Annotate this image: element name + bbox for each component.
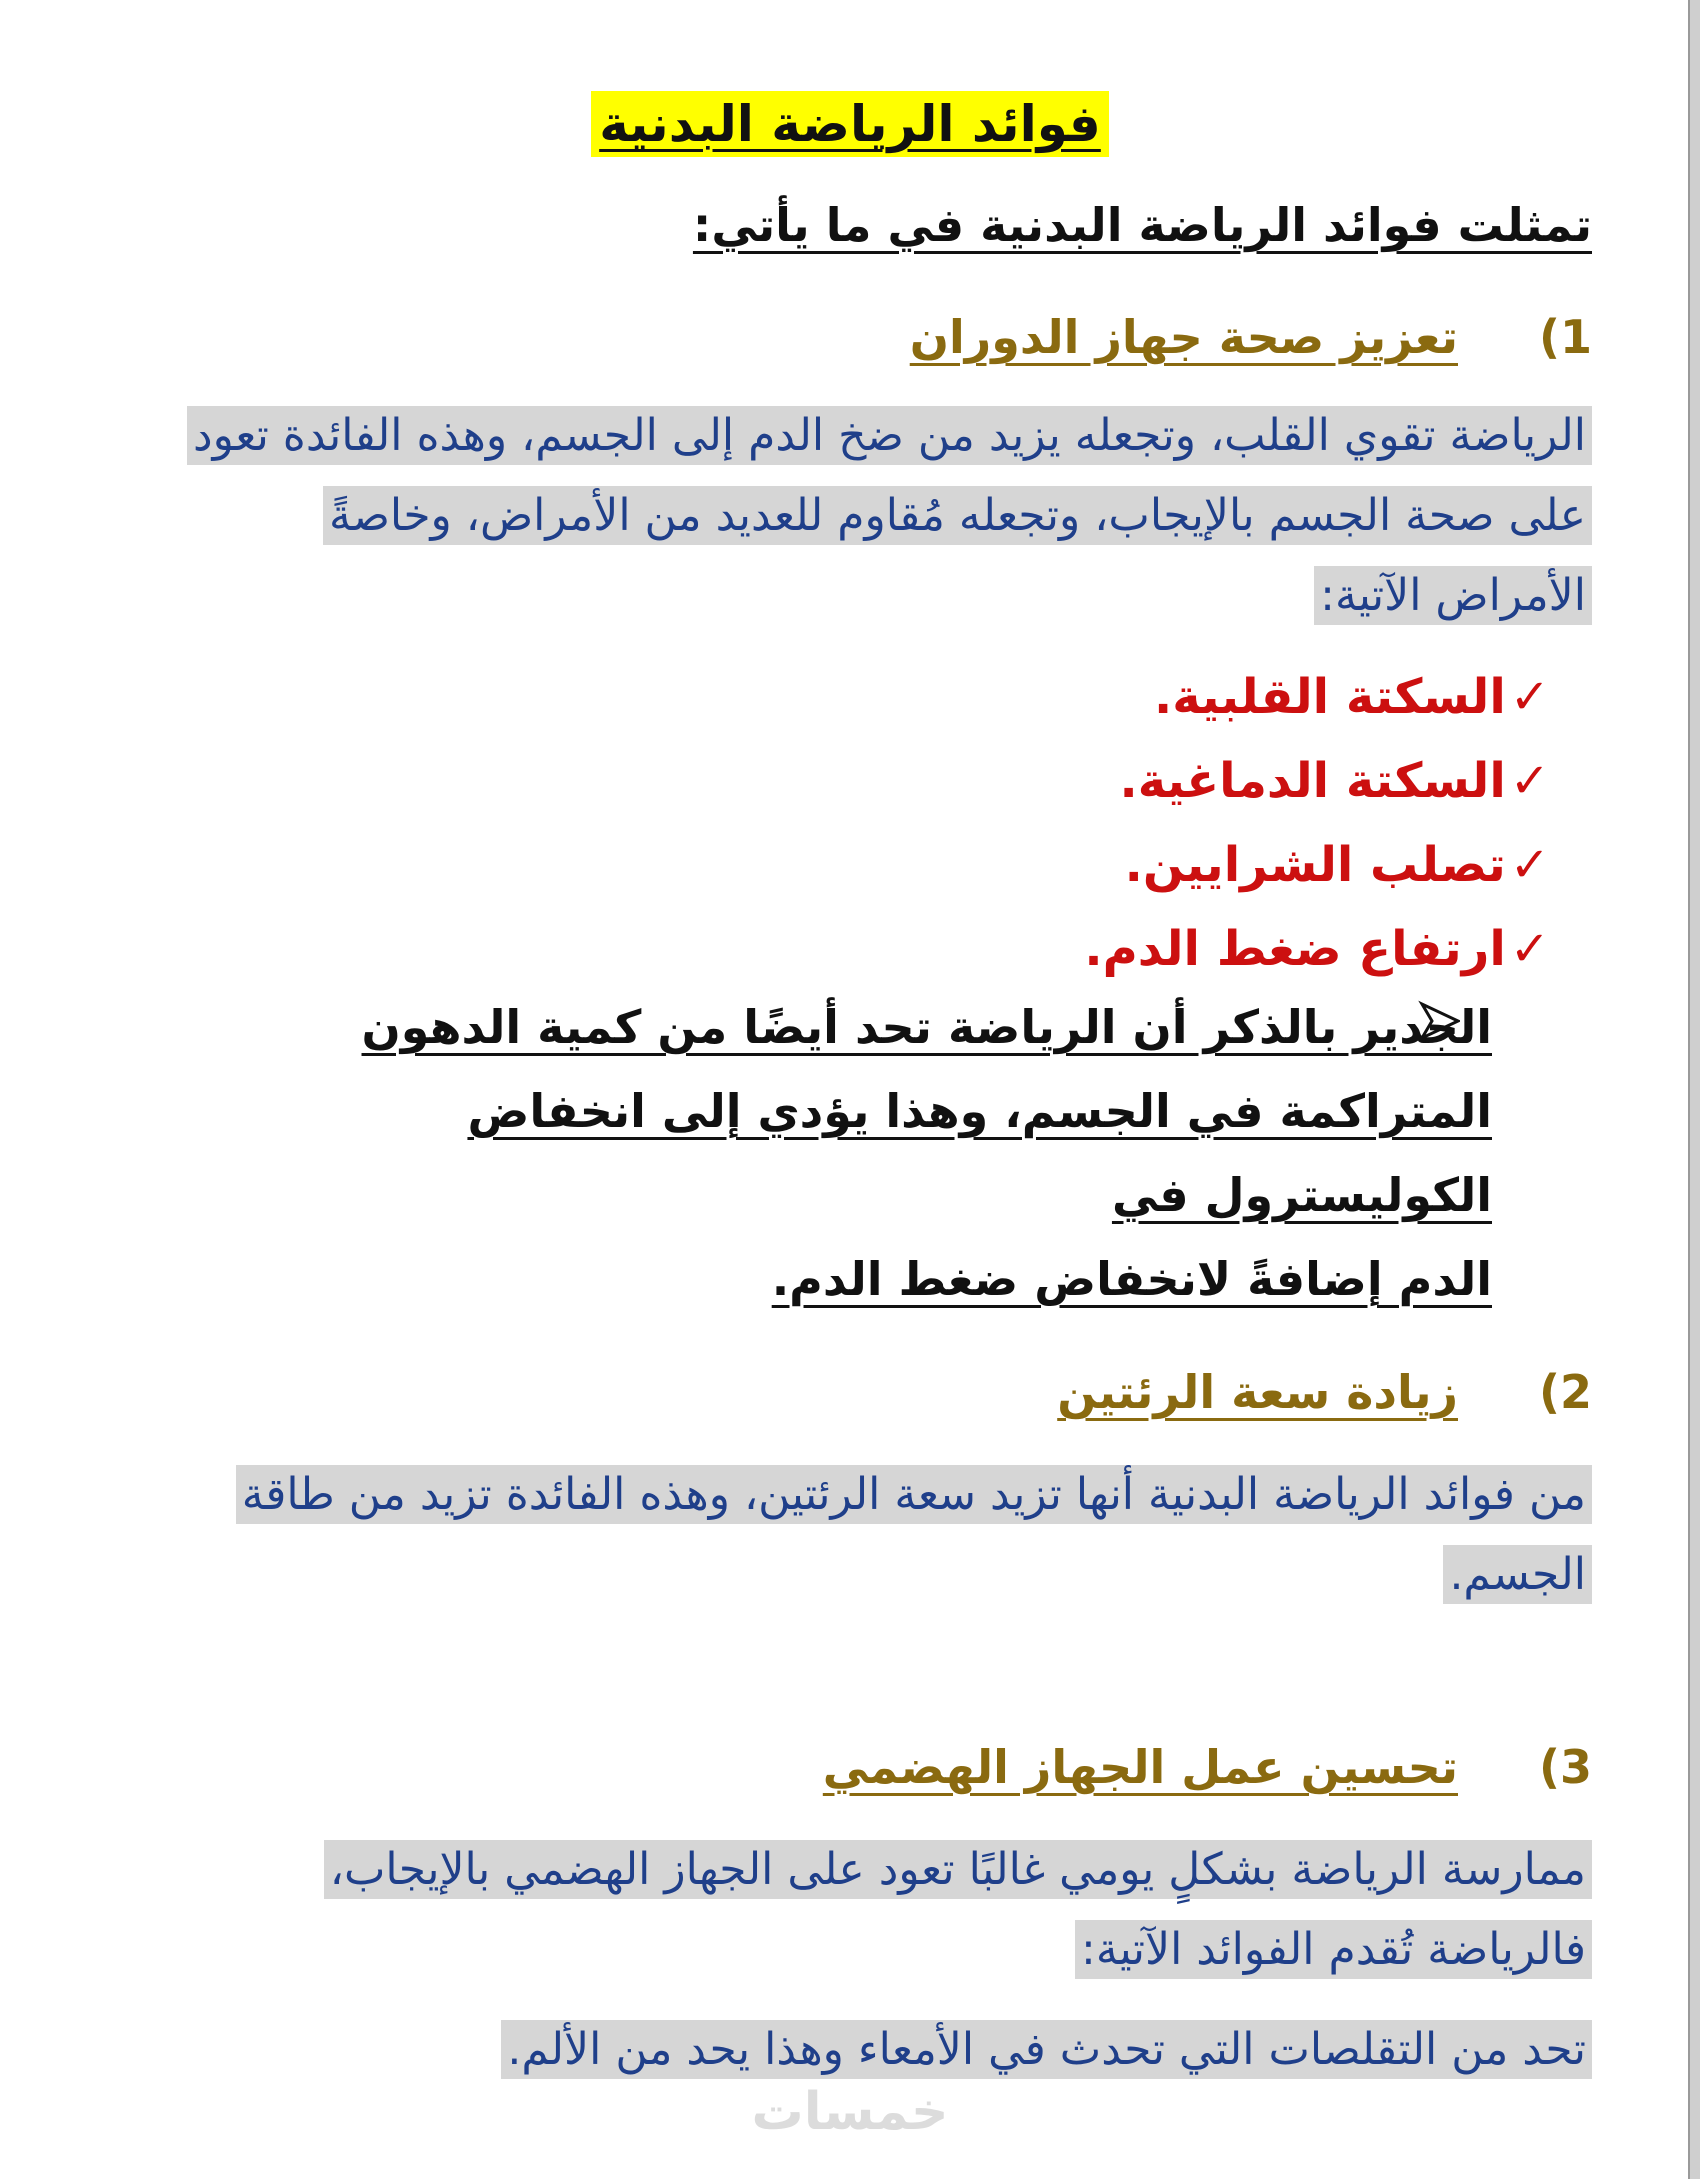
section-1-line-1: الرياضة تقوي القلب، وتجعله يزيد من ضخ الدم إلى الجسم، وهذه الفائدة تعود [187,406,1592,465]
section-3-title: تحسين عمل الجهاز الهضمي [822,1740,1458,1794]
document-title [0,95,1700,153]
intro-line: تمثلت فوائد الرياضة البدنية في ما يأتي: [692,198,1592,252]
section-1-note [342,985,1492,1321]
section-1-heading [910,310,1592,364]
section-1-number: 1) [1538,310,1592,364]
section-2-title: زيادة سعة الرئتين [1057,1365,1458,1419]
section-3-heading [823,1740,1592,1794]
check-icon: ✓ [1509,921,1550,977]
section-3-line-2: فالرياضة تُقدم الفوائد الآتية: [1075,1920,1592,1979]
section-2-line-1: من فوائد الرياضة البدنية أنها تزيد سعة الرئتين، وهذه الفائدة تزيد من طاقة [236,1465,1592,1524]
check-icon: ✓ [1509,753,1550,809]
check-icon: ✓ [1509,837,1550,893]
section-1-line-2: على صحة الجسم بالإيجاب، وتجعله مُقاوم للعديد من الأمراض، وخاصةً [323,486,1592,545]
check-icon: ✓ [1509,669,1550,725]
checklist-item: ✓السكتة القلبية. [1153,669,1550,725]
section-3-extra-line [142,2010,1592,2090]
checklist-item: ✓ارتفاع ضغط الدم. [1084,921,1550,977]
section-2-number: 2) [1538,1365,1592,1419]
note-line-1: الجدير بالذكر أن الرياضة تحد أيضًا من كمية الدهون [361,1000,1492,1054]
section-3-line-1: ممارسة الرياضة بشكلٍ يومي غالبًا تعود على الجهاز الهضمي بالإيجاب، [324,1840,1592,1899]
section-3-paragraph [142,1830,1592,1990]
section-2-paragraph [142,1455,1592,1615]
section-1-line-3: الأمراض الآتية: [1314,566,1592,625]
section-3-number: 3) [1538,1740,1592,1794]
page-edge [1690,0,1700,2179]
watermark: خمسات [751,2082,949,2142]
document-title-text: فوائد الرياضة البدنية [591,91,1109,157]
note-line-2: المتراكمة في الجسم، وهذا يؤدي إلى انخفاض الكوليسترول في [467,1084,1492,1222]
section-1-title: تعزيز صحة جهاز الدوران [909,310,1458,364]
section-3-extra-text: تحد من التقلصات التي تحدث في الأمعاء وهذا يحد من الألم. [501,2020,1592,2079]
diseases-checklist [1084,655,1550,991]
checklist-item: ✓تصلب الشرايين. [1124,837,1550,893]
section-1-paragraph [92,396,1592,636]
note-line-3: الدم إضافةً لانخفاض ضغط الدم. [771,1252,1492,1306]
section-2-heading [1057,1365,1592,1419]
section-2-line-2: الجسم. [1443,1545,1592,1604]
checklist-item: ✓السكتة الدماغية. [1119,753,1550,809]
